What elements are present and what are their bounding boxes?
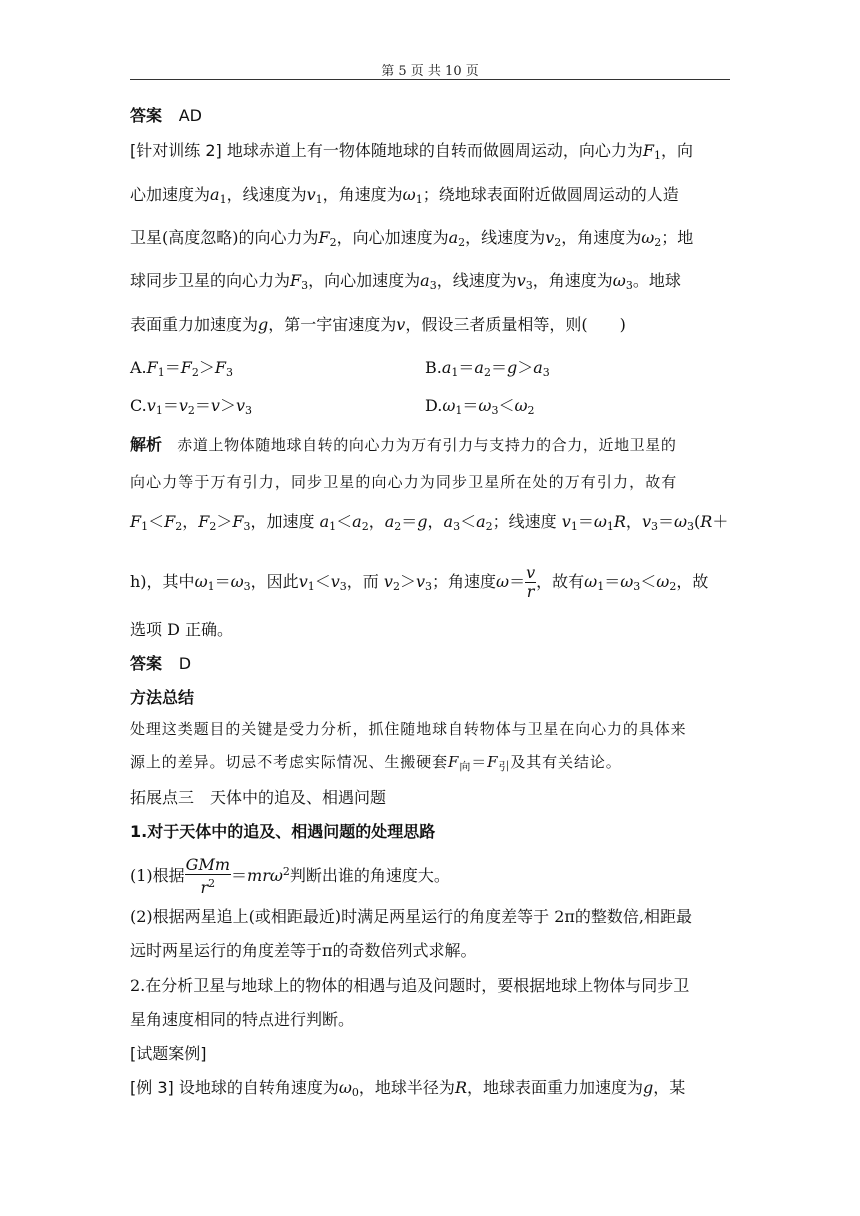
problem-text: ，向心加速度为 bbox=[308, 271, 421, 290]
option-a: $A.F_1=F_2>F_3$ bbox=[130, 358, 233, 379]
problem-text: 地球赤道上有一物体随地球的自转而做圆周运动，向心力为 bbox=[226, 141, 643, 160]
problem-tag: [针对训练 2] bbox=[130, 141, 222, 160]
header-rule bbox=[130, 79, 730, 80]
analysis-text: ，故有 bbox=[536, 572, 585, 591]
point-2-line-1: (2)根据两星追上(或相距最近)时满足两星运行的角度差等于 2π的整数倍,相距最 bbox=[130, 907, 693, 926]
analysis-line-1 bbox=[130, 435, 730, 455]
problem-line-1: [针对训练 2] 地球赤道上有一物体随地球的自转而做圆周运动，向心力为$F_1$，向 bbox=[130, 141, 693, 162]
problem-text: ，角速度为 bbox=[322, 185, 403, 204]
option-b: $B.a_1=a_2=g>a_3$ bbox=[425, 358, 550, 379]
problem-text: 卫星(高度忽略)的向心力为 bbox=[130, 228, 319, 247]
answer-label: 答案 bbox=[130, 654, 163, 673]
point-2-line-2: 远时两星运行的角度差等于π的奇数倍列式求解。 bbox=[130, 941, 477, 960]
example-3-line: [例 3] 设地球的自转角速度为$\omega_0$，地球半径为R，地球表面重力加速度为g，某 bbox=[130, 1078, 686, 1099]
problem-line-3: 卫星(高度忽略)的向心力为$F_2$，向心加速度为$a_2$，线速度为$v_2$，角速度为$\omega_2$；地 bbox=[130, 228, 694, 249]
analysis-text: ，故 bbox=[676, 572, 709, 591]
problem-text: ，假设三者质量相等，则( ) bbox=[405, 315, 626, 334]
analysis-text: ，而 bbox=[346, 572, 379, 591]
subheading-2-line-1: 2.在分析卫星与地球上的物体的相遇与追及问题时，要根据地球上物体与同步卫 bbox=[130, 976, 690, 995]
fraction-v-over-r: $\frac{v}{r}$ bbox=[526, 563, 536, 601]
answer-value: AD bbox=[178, 106, 202, 125]
subheading-2-line-2: 星角速度相同的特点进行判断。 bbox=[130, 1010, 355, 1029]
answer-label: 答案 bbox=[130, 106, 163, 125]
option-c: $C.v_1=v_2=v>v_3$ bbox=[130, 396, 252, 417]
problem-text: ，线速度为 bbox=[226, 185, 307, 204]
fraction-gmm-over-r2: $\frac{\text{GMm}}{r^2}$ bbox=[185, 855, 231, 897]
problem-line-2: 心加速度为$a_1$，线速度为$v_1$，角速度为$\omega_1$；绕地球表面附近做圆周运动的人造 bbox=[130, 185, 679, 206]
problem-line-4: 球同步卫星的向心力为$F_3$，向心加速度为$a_3$，线速度为$v_3$，角速度为$\omega_3$。地球 bbox=[130, 271, 681, 292]
problem-text: ，角速度为 bbox=[532, 271, 613, 290]
summary-line-1: 处理这类题目的关键是受力分析，抓住随地球自转物体与卫星在向心力的具体来 bbox=[130, 720, 687, 738]
analysis-text: 赤道上物体随地球自转的向心力为万有引力与支持力的合力，近地卫星的 bbox=[177, 436, 677, 454]
problem-text: ，线速度为 bbox=[436, 271, 517, 290]
problem-text: 表面重力加速度为 bbox=[130, 315, 259, 334]
section-title: 拓展点三 天体中的追及、相遇问题 bbox=[130, 788, 387, 807]
problem-text: ，角速度为 bbox=[561, 228, 642, 247]
analysis-line-2: 向心力等于万有引力，同步卫星的向心力为同步卫星所在处的万有引力，故有 bbox=[130, 473, 678, 491]
answer-line-1 bbox=[130, 106, 730, 126]
option-d: $D.\omega_1=\omega_3<\omega_2$ bbox=[425, 396, 535, 417]
summary-line-2: 源上的差异。切忌不考虑实际情况、生搬硬套$F_向=F_引$及其有关结论。 bbox=[130, 753, 622, 773]
point-1: (1)根据 $\frac{\text{GMm}}{r^2}$ ＝mrω$^2$判断出谁的角速度大。 bbox=[130, 855, 450, 897]
problem-text: ；地 bbox=[661, 228, 694, 247]
problem-text: ，线速度为 bbox=[465, 228, 546, 247]
analysis-text: h)，其中 bbox=[130, 572, 195, 591]
page-header: 第 5 页 共 10 页 bbox=[381, 64, 479, 79]
problem-text: 。地球 bbox=[632, 271, 681, 290]
analysis-line-5: 选项 D 正确。 bbox=[130, 620, 234, 639]
problem-text: ；绕地球表面附近做圆周运动的人造 bbox=[422, 185, 679, 204]
answer-line-2 bbox=[130, 654, 730, 674]
analysis-text: ，加速度 bbox=[250, 512, 315, 531]
analysis-text: ；角速度 bbox=[432, 572, 497, 591]
problem-text: ，第一宇宙速度为 bbox=[268, 315, 397, 334]
answer-value: D bbox=[178, 654, 192, 673]
problem-text: 心加速度为 bbox=[130, 185, 211, 204]
problem-text: 球同步卫星的向心力为 bbox=[130, 271, 291, 290]
subheading-1: 1.对于天体中的追及、相遇问题的处理思路 bbox=[130, 822, 436, 841]
analysis-text: ，因此 bbox=[250, 572, 299, 591]
problem-text: ，向心加速度为 bbox=[336, 228, 449, 247]
analysis-label: 解析 bbox=[130, 435, 163, 454]
problem-line-5: 表面重力加速度为g，第一宇宙速度为v，假设三者质量相等，则( ) bbox=[130, 315, 626, 334]
problem-text: ，向 bbox=[660, 141, 693, 160]
case-heading: [试题案例] bbox=[130, 1044, 207, 1063]
analysis-text: ；线速度 bbox=[492, 512, 557, 531]
example-tag: [例 3] bbox=[130, 1078, 174, 1097]
summary-title: 方法总结 bbox=[130, 688, 195, 707]
analysis-line-4: h)，其中$\omega_1=\omega_3$，因此$v_1<v_3$，而 $v_2>v_3$；角速度ω＝ $\frac{v}{r}$ ，故有$\omega_1=\omega_3<\omega_2$，故 bbox=[130, 563, 709, 601]
analysis-line-3: $F_1<F_2$，$F_2>F_3$，加速度 $a_1<a_2$，$a_2=g$，$a_3<a_2$；线速度 $v_1=\omega_1R$，$v_3=\omega_3(R+$ bbox=[130, 512, 729, 533]
